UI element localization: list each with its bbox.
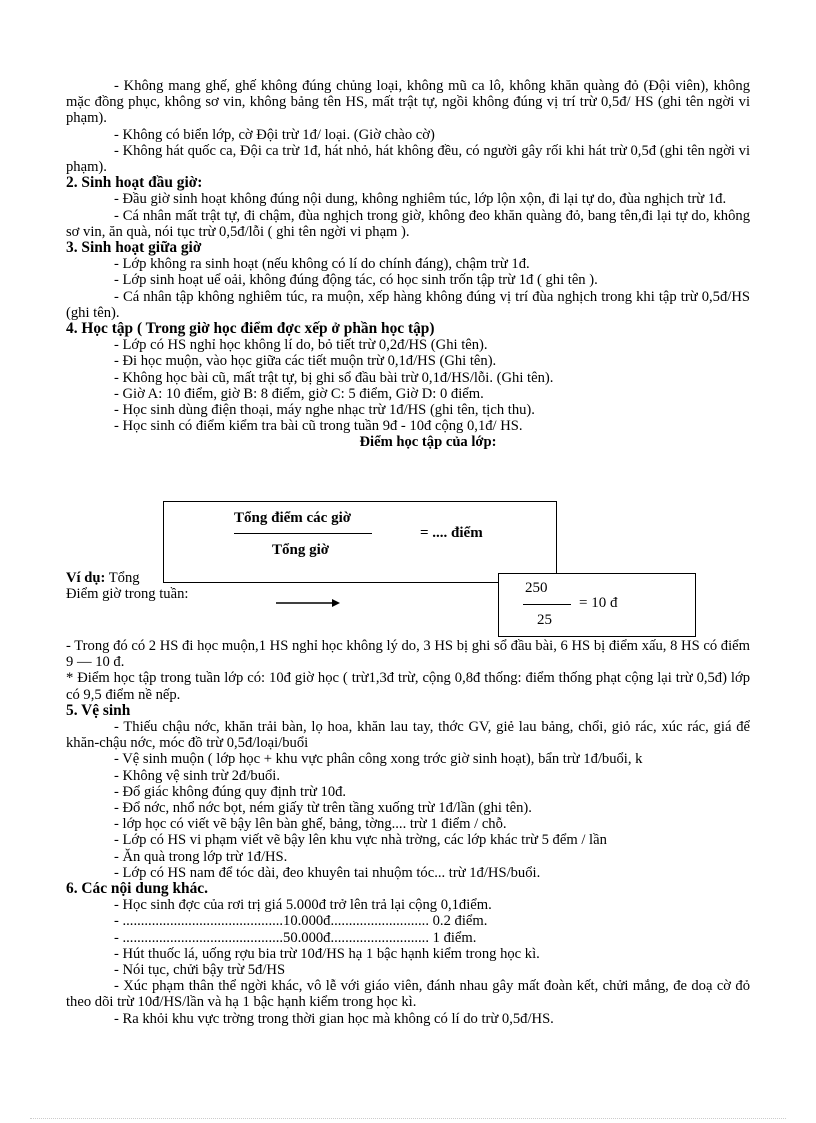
formula-numerator: Tổng điểm các giờ	[234, 510, 352, 526]
rule-paragraph: - Thiếu chậu nớc, khăn trải bàn, lọ hoa, khăn lau tay, thớc GV, giẻ lau bảng, chổi, giỏ rác, xúc rác, giá để khăn-chậu nớc, móc đồ trừ 0,5đ/loại/buổi	[66, 719, 750, 752]
rule-item: - Lớp sinh hoạt uể oải, không đúng động tác, có học sinh trốn tập trừ 1đ ( ghi tên ).	[114, 272, 598, 289]
formula-denominator: Tổng giờ	[272, 542, 330, 558]
rule-paragraph: - Lớp có HS vi phạm viết vẽ bậy lên khu vực nhà trờng, các lớp khác trừ 5 đểm / lần	[114, 832, 607, 849]
rule-item: - Ăn quà trong lớp trừ 1đ/HS.	[114, 848, 288, 865]
note-paragraph: * Điểm học tập trong tuần lớp có: 10đ giờ học ( trừ1,3đ trừ, cộng 0,8đ thống: điểm thống phạt cộng lại trừ 0,5đ) lớp có 9,5 điểm nề nếp.	[66, 670, 750, 703]
example-result: = 10 đ	[579, 595, 618, 611]
rule-item: - Đi học muộn, vào học giữa các tiết muộn trừ 0,1đ/HS (Ghi tên).	[114, 353, 497, 370]
rule-paragraph: - Xúc phạm thân thể ngời khác, vô lễ với giáo viên, đánh nhau gây mất đoàn kết, chửi mắng, đe doạ cờ đỏ theo dõi trừ 10đ/HS/lần và hạ 1 bậc hạnh kiểm trong học kì.	[66, 978, 750, 1011]
rule-item: - Ra khỏi khu vực trờng trong thời gian học mà không có lí do trừ 0,5đ/HS.	[114, 1010, 554, 1027]
document-body	[66, 78, 750, 451]
rule-item: - Học sinh dùng điện thoại, máy nghe nhạc trừ 1đ/HS (ghi tên, tịch thu).	[114, 402, 535, 419]
note-paragraph: - Trong đó có 2 HS đi học muộn,1 HS nghỉ học không lý do, 3 HS bị ghi sổ đầu bài, 6 HS bị điểm xấu, 8 HS có điểm 9 — 10 đ.	[66, 638, 750, 671]
rule-item: - lớp học có viết vẽ bậy lên bàn ghế, bảng, tờng.... trừ 1 điểm / chỗ.	[114, 816, 507, 833]
document-lower	[66, 638, 750, 1027]
rule-item: - ............................................10.000đ........................... 0.2 điểm.	[114, 913, 488, 930]
rule-paragraph: - Cá nhân tập không nghiêm túc, ra muộn, xếp hàng không đúng vị trí đùa nghịch trong khi tập trừ 0,5đ/HS (ghi tên).	[66, 288, 750, 321]
rule-paragraph: - Không có biển lớp, cờ Đội trừ 1đ/ loại. (Giờ chào cờ)	[114, 126, 435, 143]
rule-paragraph: - Đầu giờ sinh hoạt không đúng nội dung, không nghiêm túc, lớp lộn xộn, đi lại tự do, đùa nghịch trừ 1đ.	[114, 191, 727, 208]
rule-item: - ............................................50.000đ........................... 1 điểm.	[114, 929, 477, 946]
page-footer-rule	[30, 1118, 786, 1119]
rule-item: - Nói tục, chửi bậy trừ 5đ/HS	[114, 962, 286, 979]
rule-paragraph: - Không hát quốc ca, Đội ca trừ 1đ, hát nhỏ, hát không đều, có người gây rối khi hát trừ 0,5đ (ghi tên ngời vi phạm).	[66, 142, 750, 176]
rule-item: - Học sinh đợc của rơi trị giá 5.000đ trở lên trả lại cộng 0,1điểm.	[114, 897, 492, 914]
fraction-bar	[523, 604, 571, 605]
example-label: Ví dụ:	[66, 570, 106, 586]
rule-item: - Đổ nớc, nhổ nớc bọt, ném giấy từ trên tầng xuống trừ 1đ/lần (ghi tên).	[114, 800, 532, 817]
example-denominator: 25	[537, 612, 552, 628]
example-numerator: 250	[525, 580, 548, 596]
score-title: Điểm học tập của lớp:	[359, 434, 497, 451]
example-line2: Điểm giờ trong tuần:	[66, 586, 189, 603]
rule-item: - Lớp không ra sinh hoạt (nếu không có lí do chính đáng), chậm trừ 1đ.	[114, 256, 530, 273]
rule-paragraph: - Không mang ghế, ghế không đúng chủng loại, không mũ ca lô, không khăn quàng đỏ (Đội viên), không mặc đồng phục, không sơ vin, không bảng tên HS, mất trật tự, ngồi không đúng vị trí trừ 0,5đ/ HS (ghi tên ngời vi phạm).	[66, 78, 750, 127]
rule-paragraph: - Vệ sinh muộn ( lớp học + khu vực phân công xong trớc giờ sinh hoạt), bẩn trừ 1đ/buổi, k	[114, 751, 643, 768]
rule-paragraph: - Cá nhân mất trật tự, đi chậm, đùa nghịch trong giờ, không đeo khăn quàng đỏ, bang tên,đi lại tự do, không sơ vin, ăn quà, nói tục trừ 0,5đ/lỗi ( ghi tên ngời vi phạm ).	[66, 207, 750, 240]
rule-item: - Hút thuốc lá, uống rợu bia trừ 10đ/HS hạ 1 bậc hạnh kiểm trong học kì.	[114, 945, 540, 962]
section-heading-4: 4. Học tập ( Trong giờ học điểm đợc xếp ở phần học tập)	[66, 320, 435, 338]
section-heading-2: 2. Sinh hoạt đầu giờ:	[66, 174, 203, 192]
section-heading-3: 3. Sinh hoạt giữa giờ	[66, 239, 202, 257]
rule-item: - Không vệ sinh trừ 2đ/buổi.	[114, 767, 280, 784]
example-tail: Tổng	[105, 570, 140, 586]
section-heading-5: 5. Vệ sinh	[66, 701, 131, 719]
rule-item: - Học sinh có điểm kiểm tra bài cũ trong tuần 9đ - 10đ cộng 0,1đ/ HS.	[114, 418, 523, 435]
arrow-right-icon	[276, 597, 340, 609]
formula-result: = .... điểm	[420, 525, 483, 541]
section-heading-6: 6. Các nội dung khác.	[66, 880, 208, 898]
rule-item: - Lớp có HS nam để tóc dài, đeo khuyên tai nhuộm tóc... trừ 1đ/HS/buổi.	[114, 864, 541, 881]
fraction-bar	[234, 533, 372, 534]
rule-item: - Không học bài cũ, mất trật tự, bị ghi sổ đầu bài trừ 0,1đ/HS/lỗi. (Ghi tên).	[114, 369, 554, 386]
rule-item: - Lớp có HS nghỉ học không lí do, bỏ tiết trừ 0,2đ/HS (Ghi tên).	[114, 337, 488, 354]
example-formula-box	[498, 573, 696, 637]
rule-item: - Đổ giác không đúng quy định trừ 10đ.	[114, 783, 347, 800]
rule-item: - Giờ A: 10 điểm, giờ B: 8 điểm, giờ C: 5 điểm, Giờ D: 0 điểm.	[114, 385, 484, 402]
